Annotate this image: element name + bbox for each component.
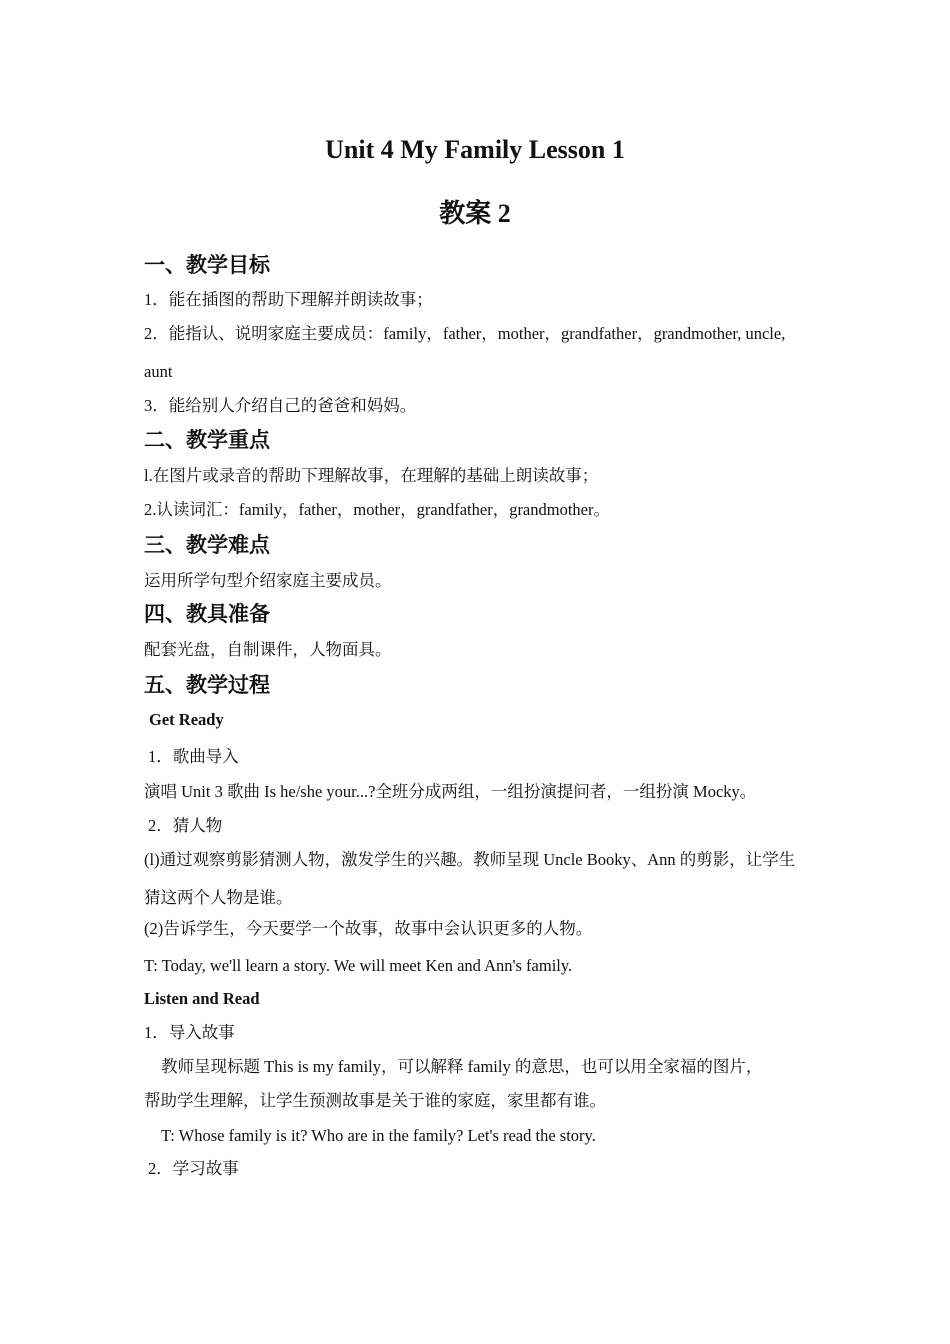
step-title: 1．歌曲导入 — [148, 747, 239, 766]
material-item: 配套光盘，自制课件，人物面具。 — [144, 640, 392, 659]
section-heading-difficulties: 三、教学难点 — [144, 533, 270, 557]
step-text: 演唱 Unit 3 歌曲 Is he/she your...?全班分成两组，一组扮演提问者，一组扮演 Mocky。 — [144, 782, 757, 801]
goal-item-continued: aunt — [144, 362, 173, 381]
step-text: (l)通过观察剪影猜测人物，激发学生的兴趣。教师呈现 Uncle Booky、Ann 的剪影，让学生 — [144, 850, 796, 869]
step-text: 教师呈现标题 This is my family，可以解释 family 的意思，也可以用全家福的图片， — [161, 1057, 763, 1076]
key-point-item: 2.认读词汇：family，father，mother，grandfather，grandmother。 — [144, 500, 610, 519]
step-title: 2．学习故事 — [148, 1159, 239, 1178]
goal-item: 1．能在插图的帮助下理解并朗读故事； — [144, 290, 433, 309]
step-title: 1．导入故事 — [144, 1023, 235, 1042]
step-text-continued: 猜这两个人物是谁。 — [144, 888, 293, 907]
section-heading-process: 五、教学过程 — [144, 673, 270, 697]
document-subtitle: 教案 2 — [439, 199, 511, 228]
section-heading-materials: 四、教具准备 — [144, 602, 270, 626]
step-text-continued: 帮助学生理解，让学生预测故事是关于谁的家庭，家里都有谁。 — [144, 1091, 606, 1110]
difficulty-item: 运用所学句型介绍家庭主要成员。 — [144, 571, 392, 590]
step-title: 2．猜人物 — [148, 816, 223, 835]
goal-item: 2．能指认、说明家庭主要成员：family，father，mother，grandfather，grandmother, uncle, — [144, 324, 786, 343]
document-title: Unit 4 My Family Lesson 1 — [325, 135, 625, 164]
key-point-item: l.在图片或录音的帮助下理解故事，在理解的基础上朗读故事； — [144, 466, 599, 485]
goal-item: 3．能给别人介绍自己的爸爸和妈妈。 — [144, 396, 417, 415]
teacher-quote: T: Whose family is it? Who are in the family? Let's read the story. — [161, 1126, 596, 1145]
subheading-listen-read: Listen and Read — [144, 989, 260, 1008]
subheading-get-ready: Get Ready — [149, 710, 224, 729]
section-heading-key-points: 二、教学重点 — [144, 428, 270, 452]
section-heading-goals: 一、教学目标 — [144, 253, 270, 277]
step-text: (2)告诉学生，今天要学一个故事，故事中会认识更多的人物。 — [144, 919, 593, 938]
teacher-quote: T: Today, we'll learn a story. We will meet Ken and Ann's family. — [144, 956, 573, 975]
